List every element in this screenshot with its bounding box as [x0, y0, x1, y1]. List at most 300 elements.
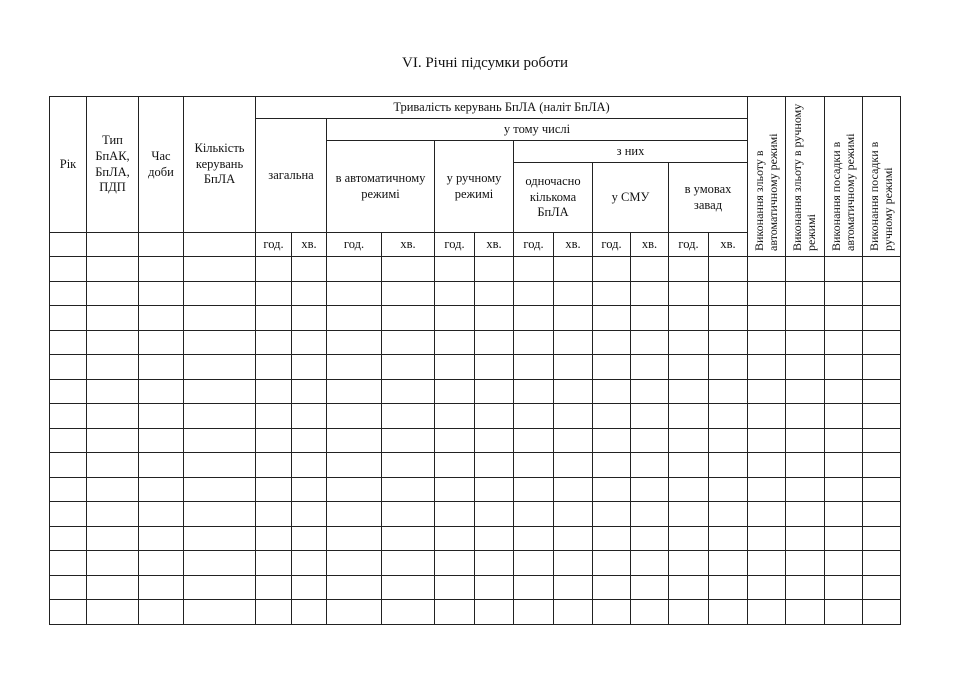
table-cell[interactable]	[631, 453, 669, 478]
table-cell[interactable]	[748, 257, 786, 282]
table-cell[interactable]	[139, 477, 184, 502]
table-cell[interactable]	[50, 404, 87, 429]
table-cell[interactable]	[327, 526, 382, 551]
table-cell[interactable]	[50, 477, 87, 502]
table-cell[interactable]	[554, 600, 593, 625]
table-cell[interactable]	[514, 600, 554, 625]
table-cell[interactable]	[87, 257, 139, 282]
table-cell[interactable]	[669, 257, 709, 282]
table-cell[interactable]	[631, 526, 669, 551]
table-cell[interactable]	[382, 306, 435, 331]
table-cell[interactable]	[709, 404, 748, 429]
table-cell[interactable]	[554, 502, 593, 527]
table-cell[interactable]	[475, 355, 514, 380]
table-cell[interactable]	[786, 281, 825, 306]
table-cell[interactable]	[669, 379, 709, 404]
table-cell[interactable]	[514, 575, 554, 600]
table-cell[interactable]	[554, 526, 593, 551]
table-cell[interactable]	[825, 526, 863, 551]
table-cell[interactable]	[863, 502, 901, 527]
table-cell[interactable]	[863, 379, 901, 404]
table-cell[interactable]	[292, 526, 327, 551]
table-cell[interactable]	[139, 502, 184, 527]
table-cell[interactable]	[593, 281, 631, 306]
table-cell[interactable]	[709, 306, 748, 331]
table-cell[interactable]	[50, 355, 87, 380]
table-cell[interactable]	[709, 551, 748, 576]
table-cell[interactable]	[256, 257, 292, 282]
table-cell[interactable]	[709, 453, 748, 478]
table-cell[interactable]	[748, 404, 786, 429]
table-cell[interactable]	[514, 306, 554, 331]
table-cell[interactable]	[382, 330, 435, 355]
table-cell[interactable]	[50, 281, 87, 306]
table-cell[interactable]	[382, 600, 435, 625]
table-cell[interactable]	[554, 453, 593, 478]
table-cell[interactable]	[87, 379, 139, 404]
table-cell[interactable]	[292, 404, 327, 429]
table-cell[interactable]	[554, 330, 593, 355]
table-cell[interactable]	[327, 575, 382, 600]
table-cell[interactable]	[475, 379, 514, 404]
table-cell[interactable]	[475, 575, 514, 600]
table-cell[interactable]	[435, 502, 475, 527]
table-cell[interactable]	[825, 428, 863, 453]
table-cell[interactable]	[87, 526, 139, 551]
table-cell[interactable]	[327, 379, 382, 404]
table-cell[interactable]	[786, 306, 825, 331]
table-cell[interactable]	[292, 575, 327, 600]
table-cell[interactable]	[139, 526, 184, 551]
table-cell[interactable]	[825, 502, 863, 527]
table-cell[interactable]	[327, 355, 382, 380]
table-cell[interactable]	[382, 281, 435, 306]
table-cell[interactable]	[256, 428, 292, 453]
table-cell[interactable]	[292, 281, 327, 306]
table-cell[interactable]	[139, 281, 184, 306]
table-cell[interactable]	[87, 306, 139, 331]
table-cell[interactable]	[256, 477, 292, 502]
table-cell[interactable]	[435, 379, 475, 404]
table-cell[interactable]	[435, 257, 475, 282]
table-cell[interactable]	[435, 526, 475, 551]
table-cell[interactable]	[554, 355, 593, 380]
table-cell[interactable]	[748, 600, 786, 625]
table-cell[interactable]	[748, 428, 786, 453]
table-cell[interactable]	[669, 330, 709, 355]
table-cell[interactable]	[184, 600, 256, 625]
table-cell[interactable]	[327, 477, 382, 502]
table-cell[interactable]	[631, 404, 669, 429]
table-cell[interactable]	[786, 404, 825, 429]
table-cell[interactable]	[87, 575, 139, 600]
table-cell[interactable]	[631, 306, 669, 331]
table-cell[interactable]	[631, 551, 669, 576]
table-cell[interactable]	[139, 453, 184, 478]
table-cell[interactable]	[139, 551, 184, 576]
table-cell[interactable]	[292, 428, 327, 453]
table-cell[interactable]	[709, 257, 748, 282]
table-cell[interactable]	[863, 600, 901, 625]
table-cell[interactable]	[669, 575, 709, 600]
table-cell[interactable]	[50, 306, 87, 331]
table-cell[interactable]	[50, 453, 87, 478]
table-cell[interactable]	[256, 453, 292, 478]
table-cell[interactable]	[435, 306, 475, 331]
table-cell[interactable]	[825, 477, 863, 502]
table-cell[interactable]	[382, 551, 435, 576]
table-cell[interactable]	[825, 551, 863, 576]
table-cell[interactable]	[256, 330, 292, 355]
table-cell[interactable]	[593, 502, 631, 527]
table-cell[interactable]	[593, 453, 631, 478]
table-cell[interactable]	[435, 281, 475, 306]
table-cell[interactable]	[475, 526, 514, 551]
table-cell[interactable]	[475, 404, 514, 429]
table-cell[interactable]	[593, 330, 631, 355]
table-cell[interactable]	[786, 526, 825, 551]
table-cell[interactable]	[593, 575, 631, 600]
table-cell[interactable]	[631, 600, 669, 625]
table-cell[interactable]	[709, 600, 748, 625]
table-cell[interactable]	[382, 257, 435, 282]
table-cell[interactable]	[256, 306, 292, 331]
table-cell[interactable]	[748, 526, 786, 551]
table-cell[interactable]	[669, 477, 709, 502]
table-cell[interactable]	[669, 355, 709, 380]
table-cell[interactable]	[292, 330, 327, 355]
table-cell[interactable]	[382, 575, 435, 600]
table-cell[interactable]	[631, 355, 669, 380]
table-cell[interactable]	[786, 477, 825, 502]
table-cell[interactable]	[669, 306, 709, 331]
table-cell[interactable]	[863, 330, 901, 355]
table-cell[interactable]	[669, 428, 709, 453]
table-cell[interactable]	[863, 306, 901, 331]
table-cell[interactable]	[554, 428, 593, 453]
table-cell[interactable]	[435, 575, 475, 600]
table-cell[interactable]	[292, 477, 327, 502]
table-cell[interactable]	[514, 355, 554, 380]
table-cell[interactable]	[554, 281, 593, 306]
table-cell[interactable]	[554, 477, 593, 502]
table-cell[interactable]	[382, 502, 435, 527]
table-cell[interactable]	[748, 281, 786, 306]
table-cell[interactable]	[593, 257, 631, 282]
table-cell[interactable]	[50, 330, 87, 355]
table-cell[interactable]	[435, 600, 475, 625]
table-cell[interactable]	[514, 526, 554, 551]
table-cell[interactable]	[863, 355, 901, 380]
table-cell[interactable]	[50, 502, 87, 527]
table-cell[interactable]	[554, 551, 593, 576]
table-cell[interactable]	[514, 281, 554, 306]
table-cell[interactable]	[475, 306, 514, 331]
table-cell[interactable]	[593, 428, 631, 453]
table-cell[interactable]	[382, 428, 435, 453]
table-cell[interactable]	[382, 404, 435, 429]
table-cell[interactable]	[475, 330, 514, 355]
table-cell[interactable]	[184, 575, 256, 600]
table-cell[interactable]	[593, 600, 631, 625]
table-cell[interactable]	[786, 428, 825, 453]
table-cell[interactable]	[825, 281, 863, 306]
table-cell[interactable]	[475, 257, 514, 282]
table-cell[interactable]	[292, 453, 327, 478]
table-cell[interactable]	[863, 526, 901, 551]
table-cell[interactable]	[435, 404, 475, 429]
table-cell[interactable]	[554, 306, 593, 331]
table-cell[interactable]	[87, 551, 139, 576]
table-cell[interactable]	[327, 257, 382, 282]
table-cell[interactable]	[554, 404, 593, 429]
table-cell[interactable]	[292, 600, 327, 625]
table-cell[interactable]	[709, 330, 748, 355]
table-cell[interactable]	[863, 575, 901, 600]
table-cell[interactable]	[593, 477, 631, 502]
table-cell[interactable]	[256, 281, 292, 306]
table-cell[interactable]	[139, 404, 184, 429]
table-cell[interactable]	[863, 477, 901, 502]
table-cell[interactable]	[825, 600, 863, 625]
table-cell[interactable]	[327, 330, 382, 355]
table-cell[interactable]	[669, 453, 709, 478]
table-cell[interactable]	[50, 575, 87, 600]
table-cell[interactable]	[256, 551, 292, 576]
table-cell[interactable]	[514, 379, 554, 404]
table-cell[interactable]	[669, 600, 709, 625]
table-cell[interactable]	[669, 502, 709, 527]
table-cell[interactable]	[87, 330, 139, 355]
table-cell[interactable]	[382, 379, 435, 404]
table-cell[interactable]	[786, 379, 825, 404]
table-cell[interactable]	[382, 355, 435, 380]
table-cell[interactable]	[292, 502, 327, 527]
table-cell[interactable]	[184, 330, 256, 355]
table-cell[interactable]	[292, 355, 327, 380]
table-cell[interactable]	[475, 551, 514, 576]
table-cell[interactable]	[631, 477, 669, 502]
table-cell[interactable]	[184, 453, 256, 478]
table-cell[interactable]	[709, 355, 748, 380]
table-cell[interactable]	[435, 428, 475, 453]
table-cell[interactable]	[50, 379, 87, 404]
table-cell[interactable]	[139, 355, 184, 380]
table-cell[interactable]	[514, 551, 554, 576]
table-cell[interactable]	[50, 428, 87, 453]
table-cell[interactable]	[554, 379, 593, 404]
table-cell[interactable]	[669, 404, 709, 429]
table-cell[interactable]	[327, 404, 382, 429]
table-cell[interactable]	[514, 428, 554, 453]
table-cell[interactable]	[863, 551, 901, 576]
table-cell[interactable]	[50, 526, 87, 551]
table-cell[interactable]	[786, 355, 825, 380]
table-cell[interactable]	[184, 428, 256, 453]
table-cell[interactable]	[139, 379, 184, 404]
table-cell[interactable]	[514, 404, 554, 429]
table-cell[interactable]	[50, 600, 87, 625]
table-cell[interactable]	[514, 257, 554, 282]
table-cell[interactable]	[139, 306, 184, 331]
table-cell[interactable]	[514, 477, 554, 502]
table-cell[interactable]	[786, 502, 825, 527]
table-cell[interactable]	[292, 551, 327, 576]
table-cell[interactable]	[87, 404, 139, 429]
table-cell[interactable]	[786, 551, 825, 576]
table-cell[interactable]	[184, 379, 256, 404]
table-cell[interactable]	[184, 404, 256, 429]
table-cell[interactable]	[748, 551, 786, 576]
table-cell[interactable]	[748, 453, 786, 478]
table-cell[interactable]	[709, 526, 748, 551]
table-cell[interactable]	[327, 551, 382, 576]
table-cell[interactable]	[863, 257, 901, 282]
table-cell[interactable]	[863, 281, 901, 306]
table-cell[interactable]	[554, 575, 593, 600]
table-cell[interactable]	[825, 306, 863, 331]
table-cell[interactable]	[292, 257, 327, 282]
table-cell[interactable]	[87, 453, 139, 478]
table-cell[interactable]	[825, 355, 863, 380]
table-cell[interactable]	[631, 379, 669, 404]
table-cell[interactable]	[184, 281, 256, 306]
table-cell[interactable]	[709, 477, 748, 502]
table-cell[interactable]	[709, 502, 748, 527]
table-cell[interactable]	[50, 257, 87, 282]
table-cell[interactable]	[593, 526, 631, 551]
table-cell[interactable]	[327, 306, 382, 331]
table-cell[interactable]	[139, 575, 184, 600]
table-cell[interactable]	[475, 502, 514, 527]
table-cell[interactable]	[593, 404, 631, 429]
table-cell[interactable]	[475, 281, 514, 306]
table-cell[interactable]	[748, 379, 786, 404]
table-cell[interactable]	[87, 502, 139, 527]
table-cell[interactable]	[139, 257, 184, 282]
table-cell[interactable]	[786, 600, 825, 625]
table-cell[interactable]	[709, 281, 748, 306]
table-cell[interactable]	[184, 257, 256, 282]
table-cell[interactable]	[593, 306, 631, 331]
table-cell[interactable]	[593, 355, 631, 380]
table-cell[interactable]	[435, 551, 475, 576]
table-cell[interactable]	[514, 502, 554, 527]
table-cell[interactable]	[256, 502, 292, 527]
table-cell[interactable]	[256, 600, 292, 625]
table-cell[interactable]	[327, 428, 382, 453]
table-cell[interactable]	[475, 453, 514, 478]
table-cell[interactable]	[382, 477, 435, 502]
table-cell[interactable]	[863, 404, 901, 429]
table-cell[interactable]	[256, 379, 292, 404]
table-cell[interactable]	[825, 257, 863, 282]
table-cell[interactable]	[256, 526, 292, 551]
table-cell[interactable]	[631, 502, 669, 527]
table-cell[interactable]	[631, 575, 669, 600]
table-cell[interactable]	[748, 330, 786, 355]
table-cell[interactable]	[786, 257, 825, 282]
table-cell[interactable]	[382, 453, 435, 478]
table-cell[interactable]	[593, 379, 631, 404]
table-cell[interactable]	[184, 551, 256, 576]
table-cell[interactable]	[184, 306, 256, 331]
table-cell[interactable]	[825, 575, 863, 600]
table-cell[interactable]	[748, 306, 786, 331]
table-cell[interactable]	[825, 453, 863, 478]
table-cell[interactable]	[786, 575, 825, 600]
table-cell[interactable]	[184, 526, 256, 551]
table-cell[interactable]	[435, 330, 475, 355]
table-cell[interactable]	[382, 526, 435, 551]
table-cell[interactable]	[825, 330, 863, 355]
table-cell[interactable]	[825, 404, 863, 429]
table-cell[interactable]	[554, 257, 593, 282]
table-cell[interactable]	[256, 575, 292, 600]
table-cell[interactable]	[825, 379, 863, 404]
table-cell[interactable]	[435, 355, 475, 380]
table-cell[interactable]	[709, 428, 748, 453]
table-cell[interactable]	[327, 600, 382, 625]
table-cell[interactable]	[863, 453, 901, 478]
table-cell[interactable]	[87, 600, 139, 625]
table-cell[interactable]	[139, 330, 184, 355]
table-cell[interactable]	[631, 428, 669, 453]
table-cell[interactable]	[87, 355, 139, 380]
table-cell[interactable]	[669, 281, 709, 306]
table-cell[interactable]	[709, 575, 748, 600]
table-cell[interactable]	[593, 551, 631, 576]
table-cell[interactable]	[748, 575, 786, 600]
table-cell[interactable]	[669, 551, 709, 576]
table-cell[interactable]	[669, 526, 709, 551]
table-cell[interactable]	[87, 428, 139, 453]
table-cell[interactable]	[292, 306, 327, 331]
table-cell[interactable]	[435, 477, 475, 502]
table-cell[interactable]	[327, 453, 382, 478]
table-cell[interactable]	[87, 477, 139, 502]
table-cell[interactable]	[256, 355, 292, 380]
table-cell[interactable]	[631, 330, 669, 355]
table-cell[interactable]	[327, 502, 382, 527]
table-cell[interactable]	[435, 453, 475, 478]
table-cell[interactable]	[786, 330, 825, 355]
table-cell[interactable]	[514, 453, 554, 478]
table-cell[interactable]	[256, 404, 292, 429]
table-cell[interactable]	[139, 428, 184, 453]
table-cell[interactable]	[327, 281, 382, 306]
table-cell[interactable]	[786, 453, 825, 478]
table-cell[interactable]	[631, 281, 669, 306]
table-cell[interactable]	[475, 428, 514, 453]
table-cell[interactable]	[631, 257, 669, 282]
table-cell[interactable]	[87, 281, 139, 306]
table-cell[interactable]	[748, 502, 786, 527]
table-cell[interactable]	[475, 477, 514, 502]
table-cell[interactable]	[50, 551, 87, 576]
table-cell[interactable]	[514, 330, 554, 355]
table-cell[interactable]	[475, 600, 514, 625]
table-cell[interactable]	[748, 355, 786, 380]
table-cell[interactable]	[709, 379, 748, 404]
table-cell[interactable]	[863, 428, 901, 453]
table-cell[interactable]	[184, 355, 256, 380]
table-cell[interactable]	[184, 502, 256, 527]
table-cell[interactable]	[292, 379, 327, 404]
table-cell[interactable]	[139, 600, 184, 625]
table-cell[interactable]	[184, 477, 256, 502]
table-cell[interactable]	[748, 477, 786, 502]
